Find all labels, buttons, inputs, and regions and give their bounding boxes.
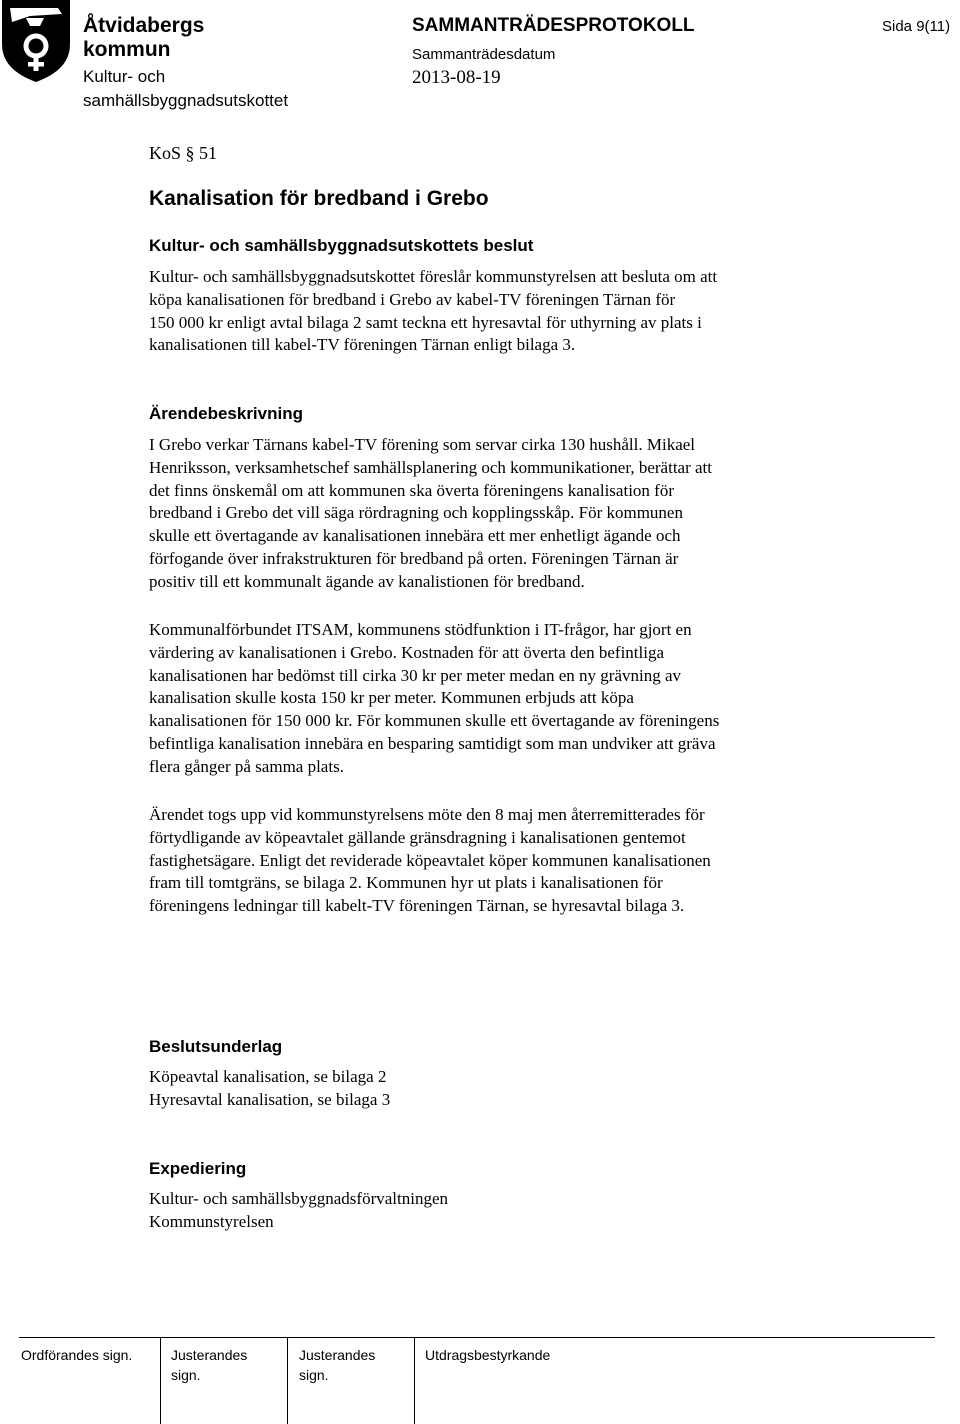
text-line: kanalisationen för 150 000 kr. För kommunen skulle ett övertagande av föreningens	[149, 711, 720, 731]
text-line: Kommunalförbundet ITSAM, kommunens stödfunktion i IT-frågor, har gjort en	[149, 620, 692, 639]
adjuster-2-signature-label	[299, 1345, 375, 1385]
document-title: SAMMANTRÄDESPROTOKOLL	[412, 15, 695, 36]
text-line: Henriksson, verksamhetschef samhällsplanering och kommunikationer, berättar att	[149, 457, 712, 477]
footer-column-divider	[414, 1338, 415, 1424]
description-heading: Ärendebeskrivning	[149, 404, 303, 423]
text-line: förfogande över infrakstrukturen för bredband på orten. Föreningen Tärnan är	[149, 548, 679, 568]
adjuster-1-signature-label	[171, 1345, 247, 1385]
text-line: bredband i Grebo det vill säga rördragning och kopplingsskåp. För kommunen	[149, 503, 683, 523]
department-line1: Kultur- och	[83, 67, 166, 86]
text-line: Kultur- och samhällsbyggnadsutskottet föreslår kommunstyrelsen att besluta om att	[149, 267, 718, 286]
description-paragraph-2	[149, 619, 829, 779]
footer-column-divider	[160, 1338, 161, 1424]
text-line: fram till tomtgräns, se bilaga 2. Kommunen hyr ut plats i kanalisationen för	[149, 873, 663, 893]
label-line: Justerandes	[171, 1347, 248, 1363]
text-line: kanalisation skulle kosta 150 kr per meter. Kommunen erbjuds att köpa	[149, 688, 634, 708]
page-title: Kanalisation för bredband i Grebo	[149, 187, 489, 210]
chair-signature-label: Ordförandes sign.	[21, 1347, 133, 1363]
text-line: fastighetsägare. Enligt det reviderade köpeavtalet köper kommunen kanalisationen	[149, 850, 711, 870]
list-item: Kultur- och samhällsbyggnadsförvaltningen	[149, 1189, 448, 1208]
basis-heading: Beslutsunderlag	[149, 1037, 283, 1056]
label-line: Justerandes	[299, 1347, 376, 1363]
list-item: Hyresavtal kanalisation, se bilaga 3	[149, 1089, 391, 1109]
description-paragraph-1	[149, 434, 829, 594]
label-line: sign.	[299, 1367, 329, 1383]
text-line: det finns önskemål om att kommunen ska överta föreningens kanalisation för	[149, 480, 674, 500]
dispatch-heading: Expediering	[149, 1159, 247, 1178]
text-line: I Grebo verkar Tärnans kabel-TV förening som servar cirka 130 hushåll. Mikael	[149, 435, 696, 454]
page-number: Sida 9(11)	[882, 18, 951, 35]
department-line2: samhällsbyggnadsutskottet	[83, 91, 289, 110]
footer-column-divider	[287, 1338, 288, 1424]
text-line: befintliga kanalisation innebära en besparing samtidigt som man undviker att gräva	[149, 733, 716, 753]
text-line: värdering av kanalisationen i Grebo. Kostnaden för att överta den befintliga	[149, 642, 665, 662]
meeting-date-label: Sammanträdesdatum	[412, 46, 556, 63]
text-line: 150 000 kr enligt avtal bilaga 2 samt teckna ett hyresavtal för uthyrning av plats i	[149, 312, 702, 332]
text-line: föreningens ledningar till kabelt-TV föreningen Tärnan, se hyresavtal bilaga 3.	[149, 896, 685, 916]
text-line: kanalisationen till kabel-TV föreningen Tärnan enligt bilaga 3.	[149, 335, 576, 355]
footer-divider	[19, 1337, 935, 1338]
list-item: Köpeavtal kanalisation, se bilaga 2	[149, 1067, 387, 1086]
paragraph-reference: KoS § 51	[149, 143, 218, 163]
org-name	[83, 14, 204, 62]
org-name-line1: Åtvidabergs	[83, 14, 205, 37]
decision-text	[149, 266, 829, 357]
department-name	[83, 65, 288, 113]
description-paragraph-3	[149, 804, 829, 918]
basis-list	[149, 1066, 829, 1112]
text-line: köpa kanalisationen för bredband i Grebo av kabel-TV föreningen Tärnan för	[149, 289, 676, 309]
decision-heading: Kultur- och samhällsbyggnadsutskottets beslut	[149, 236, 534, 255]
label-line: sign.	[171, 1367, 201, 1383]
text-line: positiv till ett kommunalt ägande av kanalistionen för bredband.	[149, 571, 585, 591]
list-item: Kommunstyrelsen	[149, 1211, 274, 1231]
certification-label: Utdragsbestyrkande	[425, 1347, 551, 1363]
text-line: kanalisationen har bedömst till cirka 30 kr per meter medan en ny grävning av	[149, 665, 682, 685]
text-line: flera gånger på samma plats.	[149, 756, 344, 776]
org-name-line2: kommun	[83, 38, 171, 61]
text-line: skulle ett övertagande av kanalisationen innebära ett mer enhetligt ägande och	[149, 526, 681, 546]
dispatch-list	[149, 1188, 829, 1234]
meeting-date-value: 2013-08-19	[412, 67, 501, 88]
text-line: Ärendet togs upp vid kommunstyrelsens möte den 8 maj men återremitterades för	[149, 805, 705, 824]
text-line: förtydligande av köpeavtalet gällande gränsdragning i kanalisationen gentemot	[149, 827, 686, 847]
municipal-coat-of-arms-icon	[0, 0, 72, 82]
